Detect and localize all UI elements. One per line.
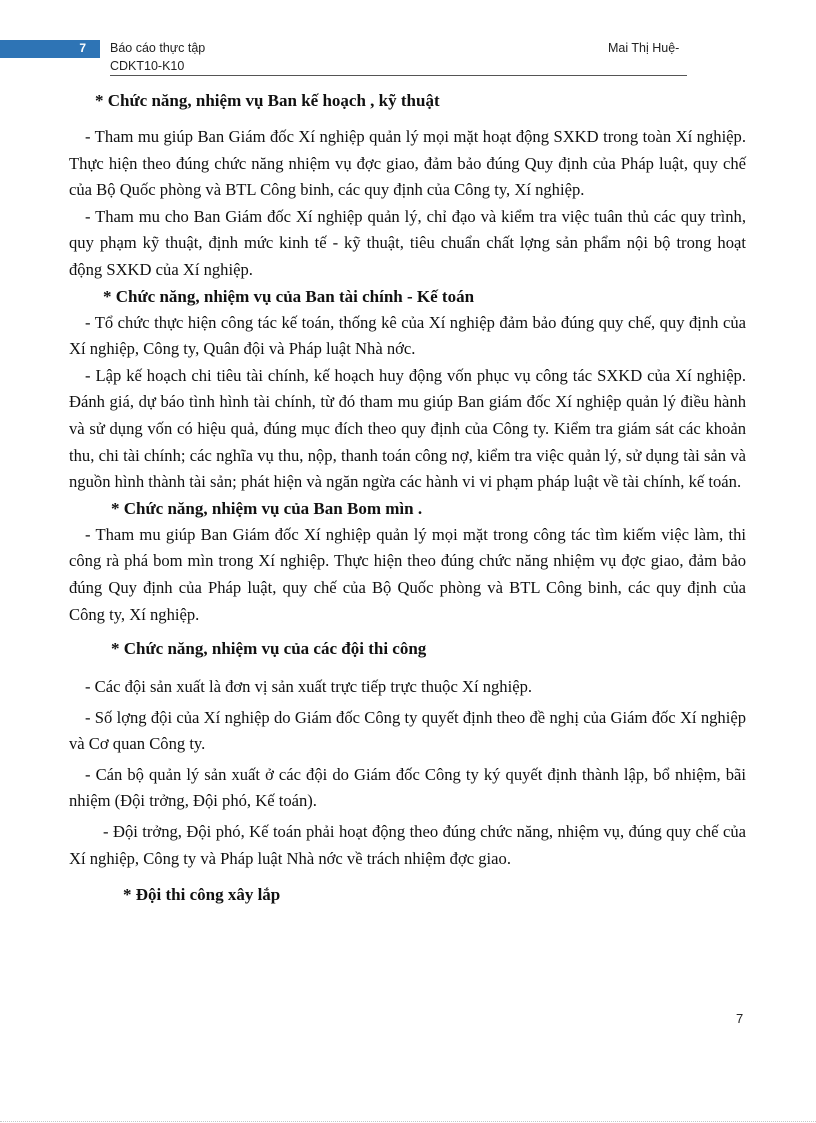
paragraph: - Số lợng đội của Xí nghiệp do Giám đốc Công ty quyết định theo đề nghị của Giám đốc Xí nghiệp và Cơ quan Công ty. (69, 707, 746, 754)
paragraph: - Tham mu giúp Ban Giám đốc Xí nghiệp quản lý mọi mặt hoạt động SXKD trong toàn Xí nghiệp. Thực hiện theo đúng chức năng nhiệm vụ đợc giao, đảm bảo đúng Quy định của Pháp luật, quy chế của Bộ Quốc phòng và BTL Công binh, các quy định của Công ty, Xí nghiệp. (69, 127, 746, 200)
section-heading-finance: * Chức năng, nhiệm vụ của Ban tài chính - Kế toán (103, 286, 475, 306)
header-divider (110, 75, 687, 76)
paragraph: - Tham mu giúp Ban Giám đốc Xí nghiệp quản lý mọi mặt trong công tác tìm kiếm việc làm, thi công rà phá bom mìn trong Xí nghiệp. Thực hiện theo đúng chức năng nhiệm vụ đợc giao, đảm bảo đúng Quy định của Pháp luật, quy chế của Bộ Quốc phòng và BTL Công binh, các quy định của Công ty, Xí nghiệp. (69, 524, 746, 624)
paragraph: - Các đội sản xuất là đơn vị sản xuất trực tiếp trực thuộc Xí nghiệp. (85, 677, 533, 697)
section-heading-teams: * Chức năng, nhiệm vụ của các đội thi công (111, 639, 427, 659)
header-author: Mai Thị Huệ- (608, 41, 680, 55)
section-heading-construction: * Đội thi công xây lắp (123, 885, 281, 905)
paragraph: - Lập kế hoạch chi tiêu tài chính, kế hoạch huy động vốn phục vụ công tác SXKD của Xí nghiệp. Đánh giá, dự báo tình hình tài chính, từ đó tham mu giúp Ban giám đốc Xí nghiệp quản lý điều hành và sử dụng vốn có hiệu quả, đúng mục đích theo quy định của Công ty. Kiểm tra giám sát các khoản thu, chi tài chính; các nghĩa vụ thu, nộp, thanh toán công nợ, kiểm tra việc quản lý, sử dụng tài sản và nguồn hình thành tài sản; phát hiện và ngăn ngừa các hành vi vi phạm pháp luật về tài chính, kế toán. (69, 365, 746, 492)
paragraph: - Cán bộ quản lý sản xuất ở các đội do Giám đốc Công ty ký quyết định thành lập, bổ nhiệm, bãi nhiệm (Đội trởng, Đội phó, Kế toán). (69, 764, 746, 811)
paragraph: - Đội trởng, Đội phó, Kế toán phải hoạt động theo đúng chức năng, nhiệm vụ, đúng quy chế của Xí nghiệp, Công ty và Pháp luật Nhà nớc về trách nhiệm đợc giao. (69, 822, 746, 868)
header-page-number: 7 (79, 41, 86, 55)
section-heading-planning: * Chức năng, nhiệm vụ Ban kế hoạch , kỹ thuật (95, 91, 440, 110)
section-heading-bomb: * Chức năng, nhiệm vụ của Ban Bom mìn . (111, 498, 423, 518)
header-title: Báo cáo thực tập (110, 41, 206, 55)
footer-page-number: 7 (736, 1011, 744, 1026)
document-body (69, 88, 746, 908)
paragraph: - Tổ chức thực hiện công tác kế toán, thống kê của Xí nghiệp đảm bảo đúng quy chế, quy định của Xí nghiệp, Công ty, Quân đội và Pháp luật Nhà nớc. (69, 312, 746, 359)
paragraph: - Tham mu cho Ban Giám đốc Xí nghiệp quản lý, chỉ đạo và kiểm tra việc tuân thủ các quy trình, quy phạm kỹ thuật, định mức kinh tế - kỹ thuật, tiêu chuẩn chất lợng sản phẩm nội bộ trong hoạt động SXKD của Xí nghiệp. (69, 206, 746, 279)
header-page-badge (0, 40, 100, 58)
header-subtitle: CDKT10-K10 (110, 59, 185, 73)
footer-divider (0, 1121, 816, 1122)
